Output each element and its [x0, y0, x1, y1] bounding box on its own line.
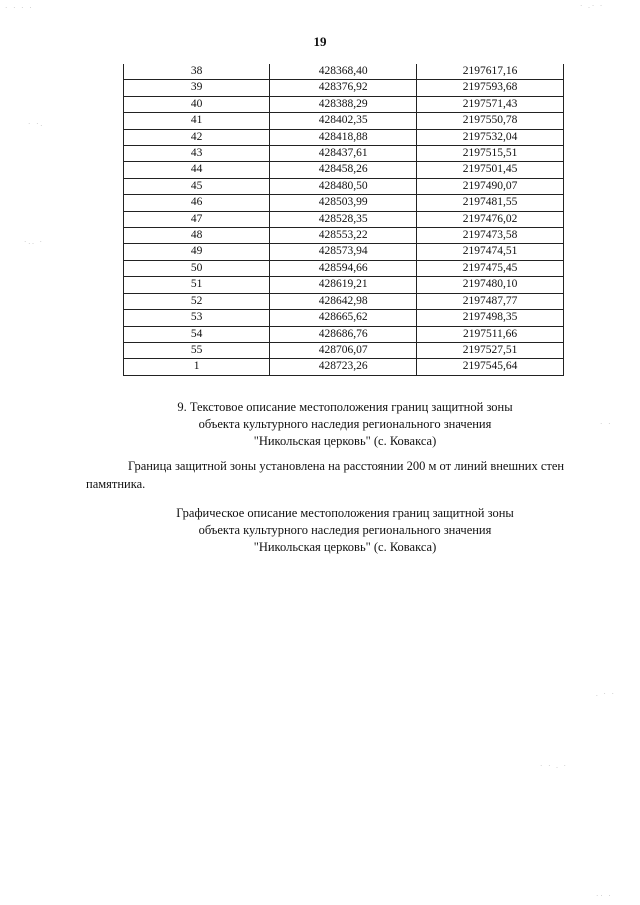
table-row	[124, 244, 564, 260]
scan-artifact: ·· ·	[596, 892, 613, 900]
y-coordinate-cell: 2197617,16	[417, 64, 564, 80]
table-row	[124, 195, 564, 211]
y-coordinate-cell: 2197550,78	[417, 113, 564, 129]
x-coordinate-cell: 428723,26	[270, 359, 417, 375]
y-coordinate-cell: 2197571,43	[417, 96, 564, 112]
point-number-cell: 46	[124, 195, 270, 211]
x-coordinate-cell: 428480,50	[270, 178, 417, 194]
point-number-cell: 47	[124, 211, 270, 227]
point-number-cell: 48	[124, 228, 270, 244]
graphic-heading-line-1: Графическое описание местоположения границ защитной зоны	[176, 506, 514, 520]
x-coordinate-cell: 428458,26	[270, 162, 417, 178]
table-row	[124, 342, 564, 358]
y-coordinate-cell: 2197474,51	[417, 244, 564, 260]
section-9-heading-line-1: 9. Текстовое описание местоположения границ защитной зоны	[177, 400, 513, 414]
x-coordinate-cell: 428418,88	[270, 129, 417, 145]
y-coordinate-cell: 2197515,51	[417, 146, 564, 162]
scan-artifact: · .· ·	[580, 2, 605, 10]
x-coordinate-cell: 428594,66	[270, 260, 417, 276]
x-coordinate-cell: 428376,92	[270, 80, 417, 96]
y-coordinate-cell: 2197480,10	[417, 277, 564, 293]
scan-artifact: · ·.	[28, 120, 45, 128]
table-row	[124, 80, 564, 96]
table-row	[124, 293, 564, 309]
point-number-cell: 53	[124, 310, 270, 326]
y-coordinate-cell: 2197473,58	[417, 228, 564, 244]
x-coordinate-cell: 428642,98	[270, 293, 417, 309]
table-row	[124, 113, 564, 129]
graphic-description-heading	[0, 505, 640, 556]
point-number-cell: 44	[124, 162, 270, 178]
x-coordinate-cell: 428706,07	[270, 342, 417, 358]
x-coordinate-cell: 428619,21	[270, 277, 417, 293]
point-number-cell: 54	[124, 326, 270, 342]
point-number-cell: 55	[124, 342, 270, 358]
y-coordinate-cell: 2197593,68	[417, 80, 564, 96]
y-coordinate-cell: 2197511,66	[417, 326, 564, 342]
coordinates-table-body	[124, 64, 564, 375]
y-coordinate-cell: 2197501,45	[417, 162, 564, 178]
protection-zone-paragraph	[86, 457, 600, 493]
point-number-cell: 45	[124, 178, 270, 194]
scan-artifact: · ·	[600, 420, 613, 428]
point-number-cell: 42	[124, 129, 270, 145]
y-coordinate-cell: 2197481,55	[417, 195, 564, 211]
x-coordinate-cell: 428665,62	[270, 310, 417, 326]
x-coordinate-cell: 428528,35	[270, 211, 417, 227]
point-number-cell: 39	[124, 80, 270, 96]
scan-artifact: . · ·	[596, 690, 616, 698]
x-coordinate-cell: 428573,94	[270, 244, 417, 260]
point-number-cell: 41	[124, 113, 270, 129]
y-coordinate-cell: 2197475,45	[417, 260, 564, 276]
table-row	[124, 277, 564, 293]
point-number-cell: 43	[124, 146, 270, 162]
point-number-cell: 40	[124, 96, 270, 112]
x-coordinate-cell: 428388,29	[270, 96, 417, 112]
y-coordinate-cell: 2197498,35	[417, 310, 564, 326]
coordinates-table	[123, 64, 564, 376]
point-number-cell: 51	[124, 277, 270, 293]
point-number-cell: 38	[124, 64, 270, 80]
y-coordinate-cell: 2197487,77	[417, 293, 564, 309]
point-number-cell: 52	[124, 293, 270, 309]
y-coordinate-cell: 2197527,51	[417, 342, 564, 358]
table-row	[124, 228, 564, 244]
table-row	[124, 326, 564, 342]
section-9-heading	[0, 399, 640, 450]
y-coordinate-cell: 2197476,02	[417, 211, 564, 227]
point-number-cell: 1	[124, 359, 270, 375]
point-number-cell: 49	[124, 244, 270, 260]
x-coordinate-cell: 428686,76	[270, 326, 417, 342]
x-coordinate-cell: 428553,22	[270, 228, 417, 244]
section-9-heading-line-3: "Никольская церковь" (с. Ковакса)	[253, 434, 437, 448]
table-row	[124, 64, 564, 80]
table-row	[124, 211, 564, 227]
x-coordinate-cell: 428368,40	[270, 64, 417, 80]
graphic-heading-line-2: объекта культурного наследия регионального значения	[198, 523, 492, 537]
table-row	[124, 129, 564, 145]
paragraph-line-2: памятника.	[86, 477, 146, 491]
y-coordinate-cell: 2197532,04	[417, 129, 564, 145]
graphic-heading-line-3: "Никольская церковь" (с. Ковакса)	[253, 540, 437, 554]
table-row	[124, 146, 564, 162]
x-coordinate-cell: 428503,99	[270, 195, 417, 211]
table-row	[124, 260, 564, 276]
point-number-cell: 50	[124, 260, 270, 276]
table-row	[124, 96, 564, 112]
paragraph-line-1: Граница защитной зоны установлена на расстоянии 200 м от линий внешних стен	[128, 459, 565, 473]
table-row	[124, 178, 564, 194]
table-row	[124, 359, 564, 375]
y-coordinate-cell: 2197545,64	[417, 359, 564, 375]
table-row	[124, 310, 564, 326]
page-number: 19	[313, 34, 327, 49]
scan-artifact: ·.. ·	[24, 238, 44, 246]
x-coordinate-cell: 428402,35	[270, 113, 417, 129]
x-coordinate-cell: 428437,61	[270, 146, 417, 162]
section-9-heading-line-2: объекта культурного наследия регионального значения	[198, 417, 492, 431]
scan-artifact: · · . ·	[540, 762, 568, 770]
y-coordinate-cell: 2197490,07	[417, 178, 564, 194]
table-row	[124, 162, 564, 178]
scan-artifact: · · · ·	[5, 4, 34, 12]
